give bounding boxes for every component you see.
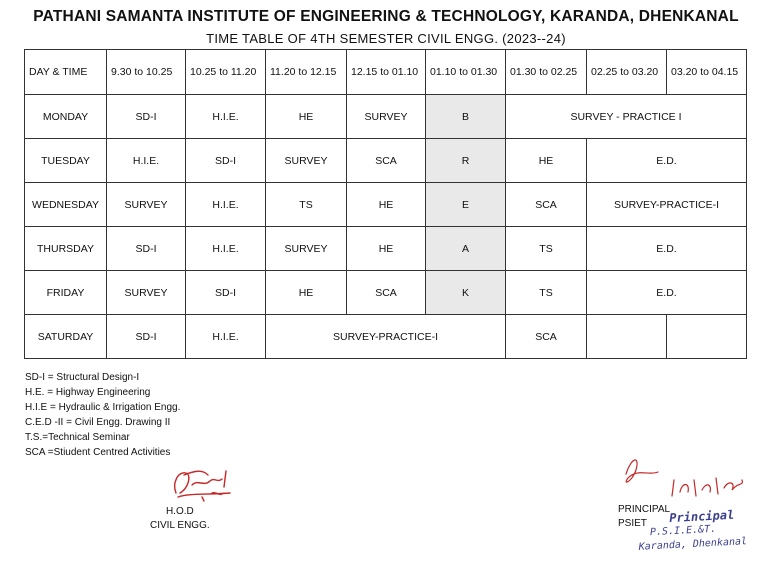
class-cell: TS (506, 271, 587, 315)
class-cell-empty (667, 315, 747, 359)
class-cell: SURVEY (266, 227, 347, 271)
hod-department: CIVIL ENGG. (150, 520, 210, 531)
class-cell: HE (266, 95, 347, 139)
principal-stamp (637, 507, 747, 555)
slot-header-recess: 01.10 to 01.30 (426, 50, 506, 95)
day-label: SATURDAY (25, 315, 107, 359)
hod-title: H.O.D (165, 506, 194, 517)
class-cell: H.I.E. (186, 95, 266, 139)
legend-item: SCA =Stiudent Centred Activities (25, 447, 171, 458)
day-label: FRIDAY (25, 271, 107, 315)
hod-signature (168, 463, 238, 503)
principal-title: PRINCIPAL (618, 504, 671, 515)
day-row-wednesday (25, 183, 747, 227)
class-cell: TS (266, 183, 347, 227)
slot-header: 10.25 to 11.20 (186, 50, 266, 95)
class-cell: SURVEY (107, 183, 186, 227)
class-cell: SCA (506, 183, 587, 227)
class-cell: SURVEY (266, 139, 347, 183)
class-cell: HE (347, 227, 426, 271)
class-cell: H.I.E. (186, 315, 266, 359)
abbreviation-legend (25, 370, 180, 460)
class-cell: H.I.E. (186, 227, 266, 271)
class-cell-span: E.D. (587, 227, 747, 271)
recess-cell: R (426, 139, 506, 183)
class-cell: SD-I (107, 227, 186, 271)
class-cell: HE (266, 271, 347, 315)
class-cell: HE (506, 139, 587, 183)
class-cell: SD-I (107, 95, 186, 139)
class-cell: SURVEY (107, 271, 186, 315)
class-cell-span: E.D. (587, 139, 747, 183)
class-cell-empty (587, 315, 667, 359)
slot-header: 9.30 to 10.25 (107, 50, 186, 95)
class-cell: SCA (506, 315, 587, 359)
recess-cell: K (426, 271, 506, 315)
recess-cell: A (426, 227, 506, 271)
corner-cell: DAY & TIME (25, 50, 107, 95)
class-cell-span: SURVEY-PRACTICE-I (587, 183, 747, 227)
timetable-grid (24, 49, 747, 359)
hod-label-block (150, 505, 210, 533)
principal-org: PSIET (618, 518, 647, 529)
legend-item: C.E.D -II = Civil Engg. Drawing II (25, 417, 171, 428)
day-label: WEDNESDAY (25, 183, 107, 227)
slot-header: 02.25 to 03.20 (587, 50, 667, 95)
class-cell: SCA (347, 271, 426, 315)
day-row-thursday (25, 227, 747, 271)
class-cell-span: E.D. (587, 271, 747, 315)
legend-item: T.S.=Technical Seminar (25, 432, 130, 443)
class-cell: SD-I (186, 139, 266, 183)
day-label: THURSDAY (25, 227, 107, 271)
slot-header: 03.20 to 04.15 (667, 50, 747, 95)
class-cell: SCA (347, 139, 426, 183)
legend-item: SD-I = Structural Design-I (25, 372, 140, 383)
slot-header: 01.30 to 02.25 (506, 50, 587, 95)
day-row-friday (25, 271, 747, 315)
day-row-tuesday (25, 139, 747, 183)
class-cell: SD-I (186, 271, 266, 315)
class-cell-span: SURVEY-PRACTICE-I (266, 315, 506, 359)
legend-item: H.E. = Highway Engineering (25, 387, 151, 398)
recess-cell: B (426, 95, 506, 139)
stamp-institute: P.S.I.E.&T. (649, 523, 717, 539)
recess-cell: E (426, 183, 506, 227)
class-cell: TS (506, 227, 587, 271)
day-row-monday (25, 95, 747, 139)
stamp-location: Karanda, Dhenkanal (638, 536, 748, 553)
class-cell-span: SURVEY - PRACTICE I (506, 95, 747, 139)
principal-signature (618, 452, 748, 502)
class-cell: H.I.E. (107, 139, 186, 183)
slot-header: 11.20 to 12.15 (266, 50, 347, 95)
day-row-saturday (25, 315, 747, 359)
stamp-title: Principal (668, 507, 735, 526)
timetable-subtitle: TIME TABLE OF 4TH SEMESTER CIVIL ENGG. (2023--24) (206, 31, 566, 46)
class-cell: SURVEY (347, 95, 426, 139)
institute-title: PATHANI SAMANTA INSTITUTE OF ENGINEERING & TECHNOLOGY, KARANDA, DHENKANAL (33, 8, 739, 25)
header-row (25, 50, 747, 95)
day-label: MONDAY (25, 95, 107, 139)
class-cell: H.I.E. (186, 183, 266, 227)
legend-item: H.I.E = Hydraulic & Irrigation Engg. (25, 402, 181, 413)
slot-header: 12.15 to 01.10 (347, 50, 426, 95)
class-cell: SD-I (107, 315, 186, 359)
day-label: TUESDAY (25, 139, 107, 183)
class-cell: HE (347, 183, 426, 227)
